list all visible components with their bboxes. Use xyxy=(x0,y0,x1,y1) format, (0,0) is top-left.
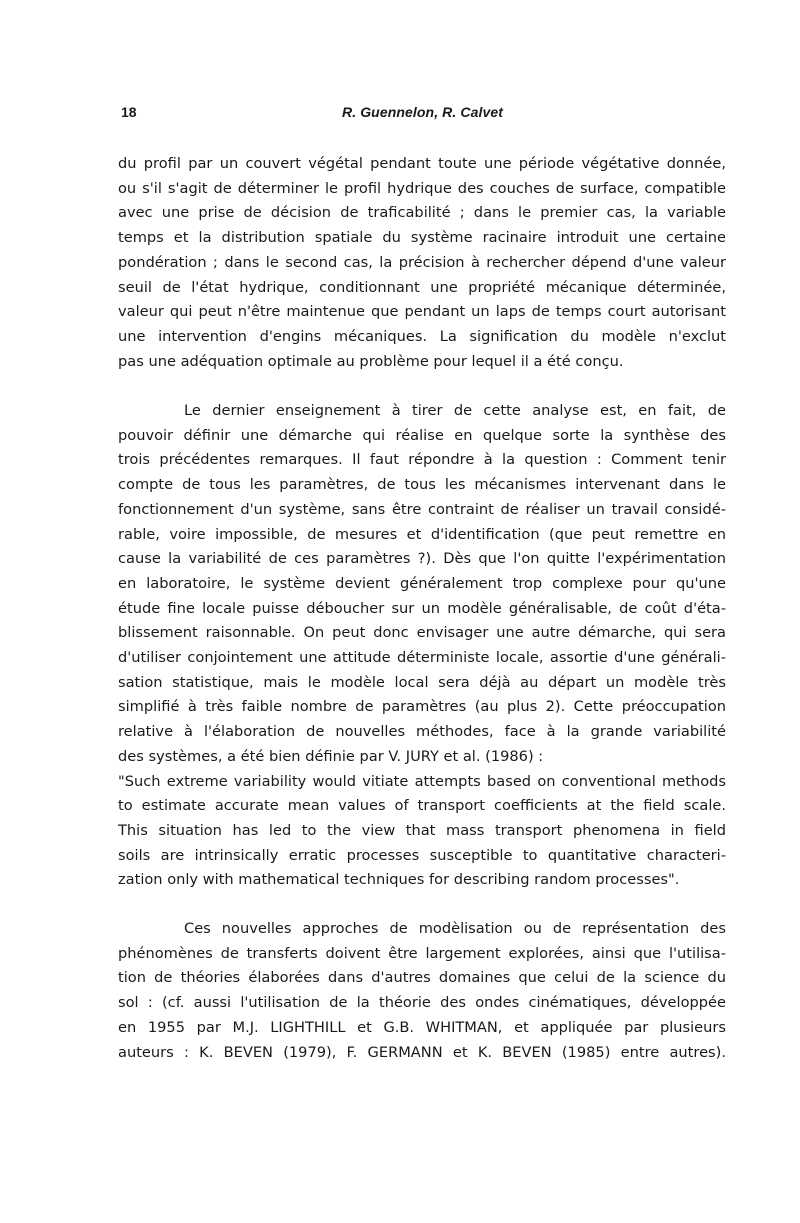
text-line: Ces nouvelles approches de modèlisation ou de représentation des xyxy=(184,920,726,937)
text-line: ou s'il s'agit de déterminer le profil hydrique des couches de surface, compatible xyxy=(118,179,726,197)
text-line: des systèmes, a été bien définie par V. JURY et al. (1986) : xyxy=(118,747,544,765)
text-line: cause la variabilité de ces paramètres ?). Dès que l'on quitte l'expérimentation xyxy=(118,550,726,568)
quote-line: "Such extreme variability would vitiate attempts based on conventional methods xyxy=(118,772,726,790)
text-line: sol : (cf. aussi l'utilisation de la théorie des ondes cinématiques, développée xyxy=(118,994,726,1012)
text-line: en laboratoire, le système devient généralement trop complexe pour qu'une xyxy=(118,574,726,592)
text-line: pas une adéquation optimale au problème pour lequel il a été conçu. xyxy=(118,352,624,370)
text-line: pouvoir définir une démarche qui réalise en quelque sorte la synthèse des xyxy=(118,426,726,444)
page-header xyxy=(121,104,720,128)
text-line: avec une prise de décision de traficabilité ; dans le premier cas, la variable xyxy=(118,204,726,222)
text-line: seuil de l'état hydrique, conditionnant une propriété mécanique déterminée, xyxy=(118,278,726,296)
quote-line: soils are intrinsically erratic processes susceptible to quantitative characteri- xyxy=(118,846,726,864)
text-line: relative à l'élaboration de nouvelles méthodes, face à la grande variabilité xyxy=(118,723,726,741)
running-head-authors: R. Guennelon, R. Calvet xyxy=(342,104,503,120)
quote-line: to estimate accurate mean values of transport coefficients at the field scale. xyxy=(118,797,726,815)
text-line: rable, voire impossible, de mesures et d'identification (que peut remettre en xyxy=(118,525,726,543)
text-line: phénomènes de transferts doivent être largement explorées, ainsi que l'utilisa- xyxy=(118,944,726,962)
text-line: auteurs : K. BEVEN (1979), F. GERMANN et K. BEVEN (1985) entre autres). xyxy=(118,1043,726,1061)
quote-line: This situation has led to the view that mass transport phenomena in field xyxy=(118,821,726,839)
text-line: d'utiliser conjointement une attitude déterministe locale, assortie d'une générali- xyxy=(118,649,726,667)
text-line: blissement raisonnable. On peut donc envisager une autre démarche, qui sera xyxy=(118,624,726,642)
text-line: temps et la distribution spatiale du système racinaire introduit une certaine xyxy=(118,229,726,247)
text-line: simplifié à très faible nombre de paramètres (au plus 2). Cette préoccupation xyxy=(118,698,726,716)
text-line: fonctionnement d'un système, sans être contraint de réaliser un travail considé- xyxy=(118,500,726,518)
quote-line: zation only with mathematical techniques for describing random processes". xyxy=(118,871,680,889)
paragraph-2 xyxy=(118,399,726,893)
page-number: 18 xyxy=(121,104,137,120)
text-line: étude fine locale puisse déboucher sur un modèle généralisable, de coût d'éta- xyxy=(118,599,726,617)
text-line: valeur qui peut n'être maintenue que pendant un laps de temps court autorisant xyxy=(118,303,726,321)
text-line: trois précédentes remarques. Il faut répondre à la question : Comment tenir xyxy=(118,451,726,469)
paragraph-1 xyxy=(118,152,726,374)
text-line: du profil par un couvert végétal pendant toute une période végétative donnée, xyxy=(118,155,726,172)
paragraph-3 xyxy=(118,917,726,1065)
text-line: compte de tous les paramètres, de tous les mécanismes intervenant dans le xyxy=(118,476,726,494)
text-line: sation statistique, mais le modèle local sera déjà au départ un modèle très xyxy=(118,673,726,691)
text-line: Le dernier enseignement à tirer de cette analyse est, en fait, de xyxy=(184,402,726,419)
text-line: en 1955 par M.J. LIGHTHILL et G.B. WHITMAN, et appliquée par plusieurs xyxy=(118,1018,726,1036)
text-line: pondération ; dans le second cas, la précision à rechercher dépend d'une valeur xyxy=(118,253,726,271)
text-line: tion de théories élaborées dans d'autres domaines que celui de la science du xyxy=(118,969,726,987)
text-line: une intervention d'engins mécaniques. La signification du modèle n'exclut xyxy=(118,327,726,345)
